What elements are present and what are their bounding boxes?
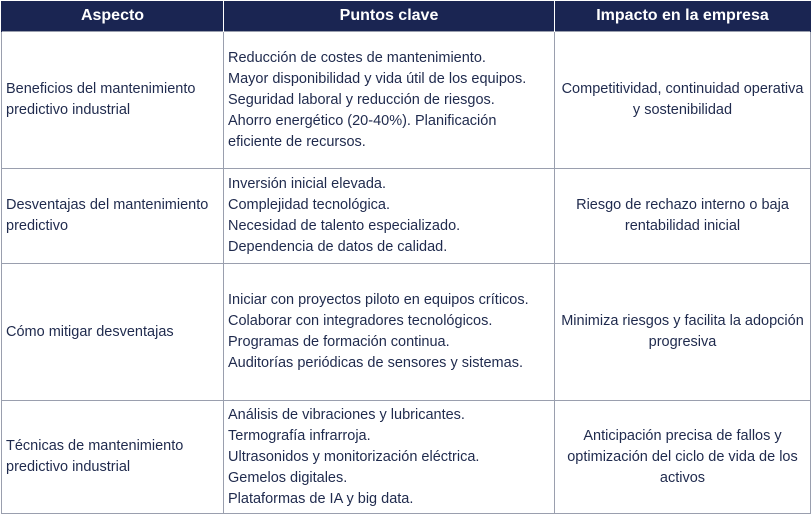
point-item: Seguridad laboral y reducción de riesgos.	[228, 91, 495, 108]
point-item: Ahorro energético (20-40%). Planificación eficiente de recursos.	[228, 112, 497, 150]
point-item: Plataformas de IA y big data.	[228, 490, 414, 507]
points-cell	[224, 169, 555, 264]
table-row	[2, 32, 811, 169]
point-item: Mayor disponibilidad y vida útil de los equipos.	[228, 70, 527, 87]
header-impacto: Impacto en la empresa	[555, 1, 811, 32]
header-aspecto: Aspecto	[2, 1, 224, 32]
points-cell	[224, 32, 555, 169]
point-item: Programas de formación continua.	[228, 334, 450, 350]
point-item: Auditorías periódicas de sensores y sistemas.	[228, 355, 523, 371]
point-item: Necesidad de talento especializado.	[228, 218, 461, 234]
point-item: Termografía infrarroja.	[228, 427, 371, 444]
point-item: Reducción de costes de mantenimiento.	[228, 49, 486, 66]
header-puntos-clave: Puntos clave	[224, 1, 555, 32]
impact-cell: Competitividad, continuidad operativa y sostenibilidad	[555, 32, 811, 169]
table-row	[2, 169, 811, 264]
point-item: Colaborar con integradores tecnológicos.	[228, 313, 493, 329]
point-item: Iniciar con proyectos piloto en equipos críticos.	[228, 292, 529, 308]
point-item: Complejidad tecnológica.	[228, 197, 391, 213]
aspect-cell: Desventajas del mantenimiento predictivo	[2, 169, 224, 264]
table-row	[2, 264, 811, 401]
points-cell	[224, 401, 555, 514]
aspect-cell: Cómo mitigar desventajas	[2, 264, 224, 401]
aspect-cell: Técnicas de mantenimiento predictivo industrial	[2, 401, 224, 514]
points-cell	[224, 264, 555, 401]
impact-cell: Minimiza riesgos y facilita la adopción progresiva	[555, 264, 811, 401]
impact-cell: Anticipación precisa de fallos y optimización del ciclo de vida de los activos	[555, 401, 811, 514]
point-item: Dependencia de datos de calidad.	[228, 239, 448, 255]
table-row	[2, 401, 811, 514]
point-item: Ultrasonidos y monitorización eléctrica.	[228, 448, 480, 465]
header-row	[2, 1, 811, 32]
point-item: Gemelos digitales.	[228, 469, 348, 486]
impact-cell: Riesgo de rechazo interno o baja rentabilidad inicial	[555, 169, 811, 264]
maintenance-table	[1, 1, 811, 514]
aspect-cell: Beneficios del mantenimiento predictivo industrial	[2, 32, 224, 169]
point-item: Inversión inicial elevada.	[228, 176, 386, 192]
point-item: Análisis de vibraciones y lubricantes.	[228, 406, 465, 423]
